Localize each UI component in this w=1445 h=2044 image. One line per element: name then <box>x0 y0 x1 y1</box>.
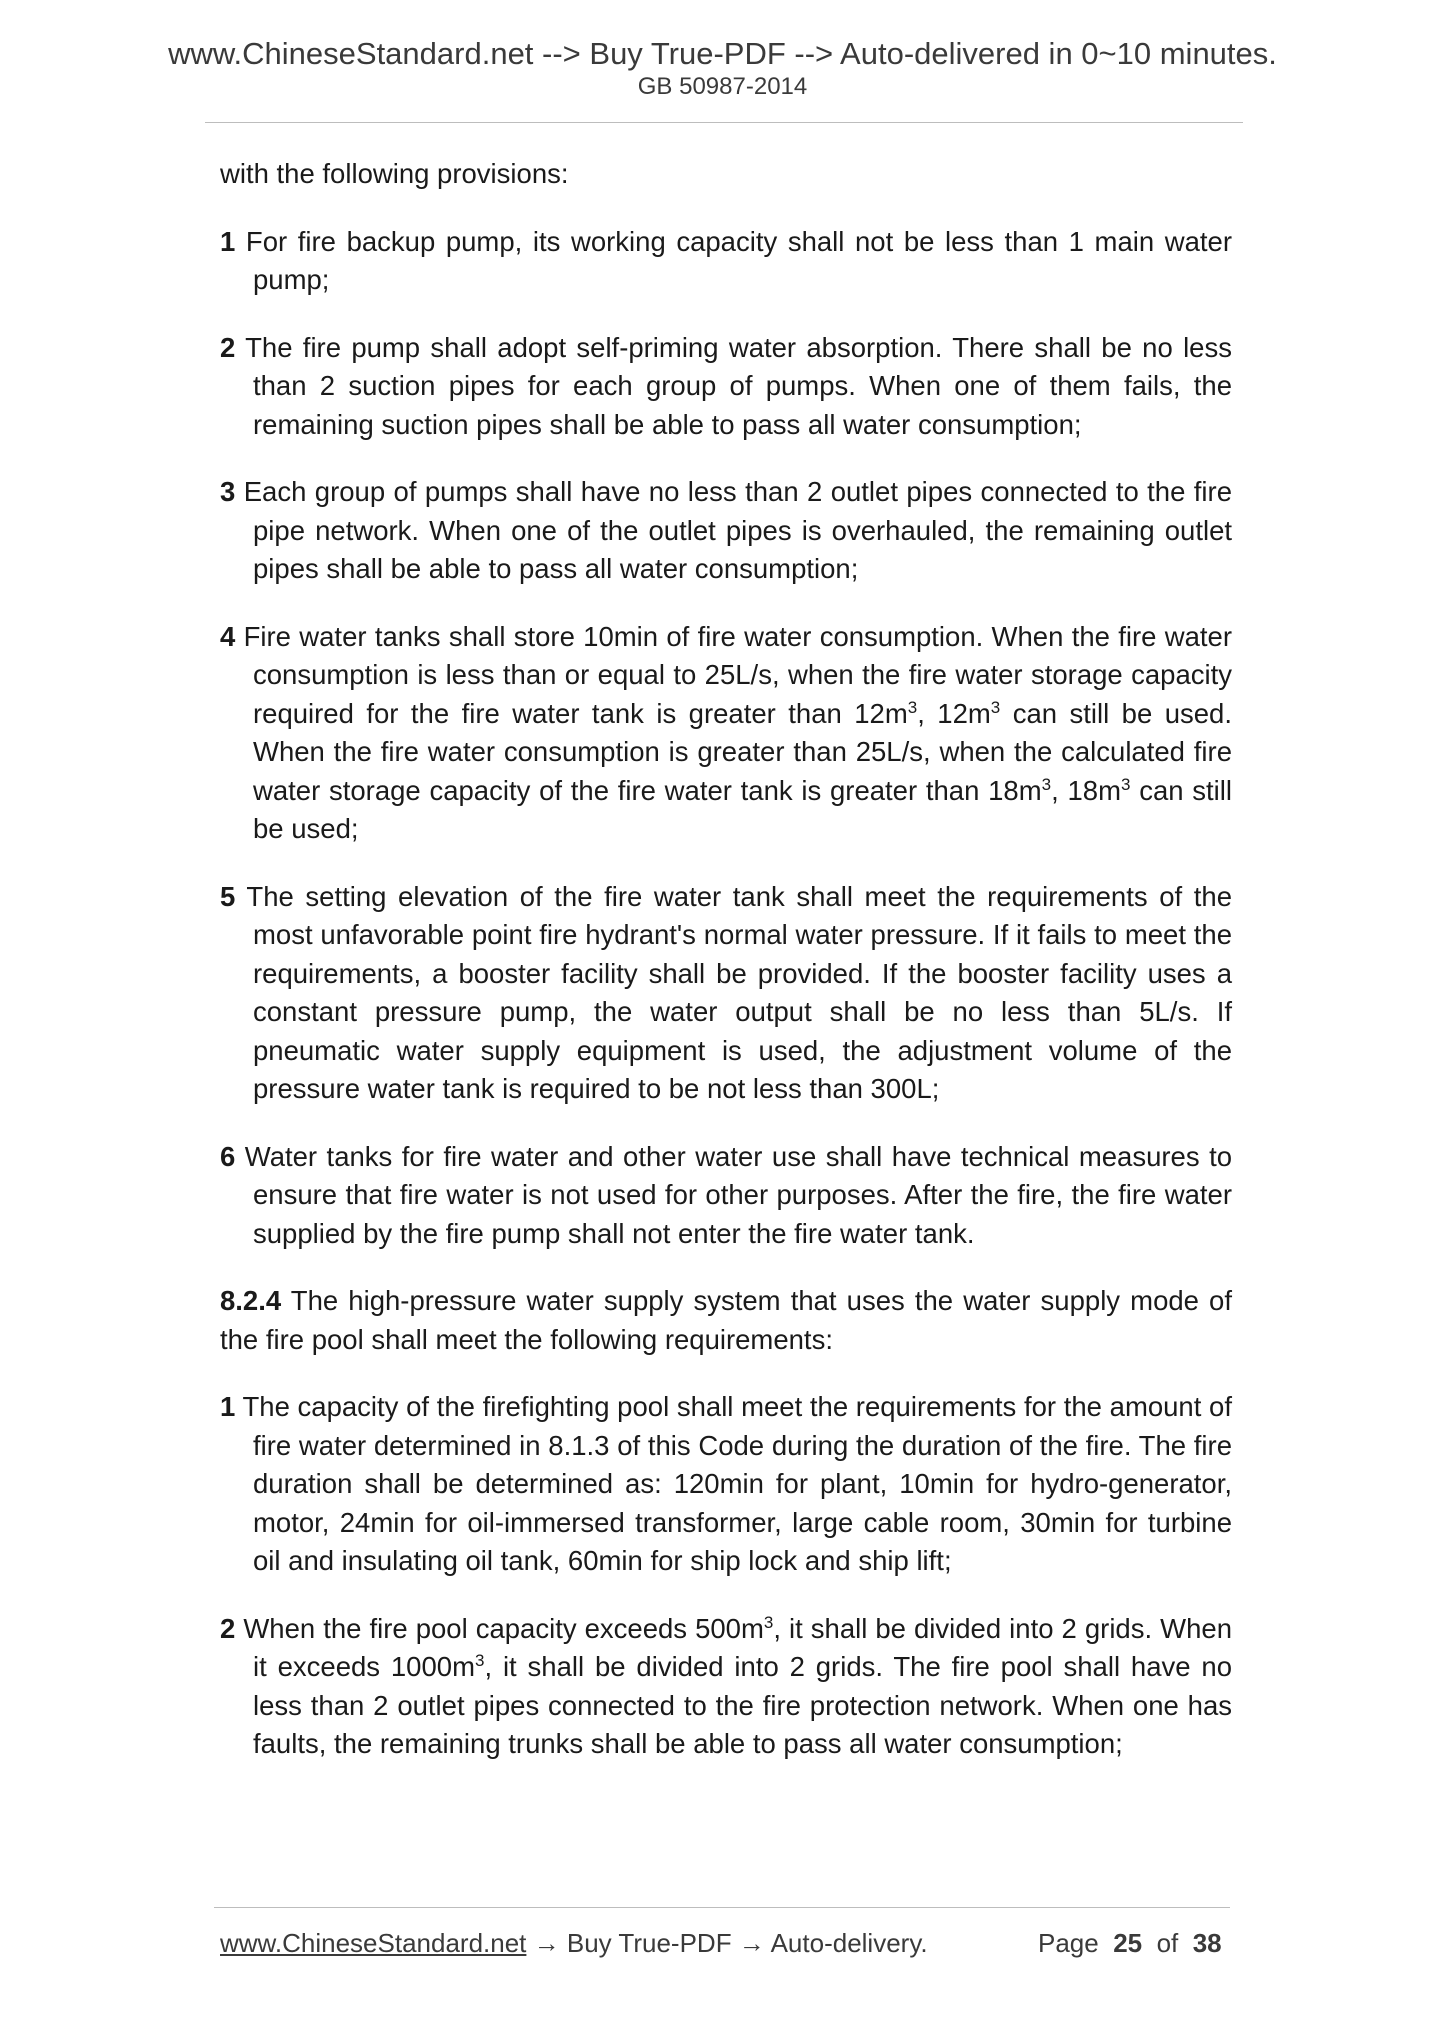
item-text: Water tanks for fire water and other water use shall have technical measures to ensure that fire water is not used for other purposes. After the fire, the fire water supplied by the fire pump shall not enter the fire water tank. <box>244 1140 1232 1249</box>
provision-item-4 <box>220 618 1232 849</box>
item-number: 5 <box>220 880 236 912</box>
requirement-item-1 <box>220 1388 1232 1581</box>
provision-item-1 <box>220 223 1232 300</box>
superscript: 3 <box>1041 774 1052 794</box>
page-indicator <box>1038 1927 1222 1959</box>
item-text: The setting elevation of the fire water tank shall meet the requirements of the most unfavorable point fire hydrant's normal water pressure. If it fails to meet the requirements, a booster facility shall be provided. If the booster facility uses a constant pressure pump, the water output shall be no less than 5L/s. If pneumatic water supply equipment is used, the adjustment volume of the pressure water tank is required to be not less than 300L; <box>246 880 1232 1104</box>
page-total: 38 <box>1192 1928 1222 1958</box>
item-text: can still be used; <box>253 774 1233 844</box>
superscript: 3 <box>990 697 1001 717</box>
item-number: 1 <box>220 1391 236 1422</box>
item-number: 2 <box>220 1612 236 1644</box>
item-text: can still be used. When the fire water consumption is greater than 25L/s, when the calculated fire water storage capacity of the fire water tank is greater than 18m <box>253 697 1232 806</box>
item-text: , it shall be divided into 2 grids. The fire pool shall have no less than 2 outlet pipes connected to the fire protection network. When one has faults, the remaining trunks shall be able to pass all water consumption; <box>253 1651 1233 1759</box>
header-divider <box>205 122 1243 123</box>
item-text: , it shall be divided into 2 grids. When it exceeds 1000m <box>253 1612 1232 1682</box>
clause-text: The high-pressure water supply system that uses the water supply mode of the fire pool shall meet the following requirements: <box>220 1285 1232 1355</box>
item-text: When the fire pool capacity exceeds 500m <box>243 1612 764 1644</box>
arrow-icon: → <box>738 1928 765 1958</box>
provision-item-6 <box>220 1138 1232 1254</box>
buy-text: Buy True-PDF <box>559 1928 739 1958</box>
requirement-item-2 <box>220 1610 1232 1764</box>
item-text: , 18m <box>1051 774 1121 806</box>
page-label: Page <box>1038 1928 1099 1958</box>
provision-item-2 <box>220 329 1232 445</box>
superscript: 3 <box>763 1612 774 1632</box>
intro-text: with the following provisions: <box>220 158 569 189</box>
clause-number: 8.2.4 <box>220 1285 282 1316</box>
item-text: The fire pump shall adopt self-priming water absorption. There shall be no less than 2 suction pipes for each group of pumps. When one of them fails, the remaining suction pipes shall be able to pass all water consumption; <box>245 331 1232 440</box>
item-text: The capacity of the firefighting pool shall meet the requirements for the amount of fire water determined in 8.1.3 of this Code during the duration of the fire. The fire duration shall be determined as: 120min for plant, 10min for hydro-generator, motor, 24min for oil-immersed transformer, large cable room, 30min for turbine oil and insulating oil tank, 60min for ship lock and ship lift; <box>242 1391 1232 1576</box>
footer-divider <box>214 1907 1230 1908</box>
item-number: 4 <box>220 620 236 652</box>
provision-item-5 <box>220 878 1232 1109</box>
item-number: 2 <box>220 331 236 363</box>
page-number: 25 <box>1113 1928 1143 1958</box>
item-text: For fire backup pump, its working capacity shall not be less than 1 main water pump; <box>245 225 1232 295</box>
provision-item-3 <box>220 473 1232 589</box>
item-number: 6 <box>220 1140 236 1172</box>
item-text: Each group of pumps shall have no less than 2 outlet pipes connected to the fire pipe network. When one of the outlet pipes is overhauled, the remaining outlet pipes shall be able to pass all water consumption; <box>243 476 1232 584</box>
superscript: 3 <box>1121 774 1131 794</box>
superscript: 3 <box>907 697 918 717</box>
superscript: 3 <box>474 1650 485 1670</box>
site-link[interactable]: www.ChineseStandard.net <box>220 1928 527 1958</box>
item-text: Fire water tanks shall store 10min of fire water consumption. When the fire water consumption is less than or equal to 25L/s, when the fire water storage capacity required for the fire water tank is greater than 12m <box>243 620 1233 729</box>
item-text: , 12m <box>917 697 991 729</box>
arrow-icon: → <box>533 1928 560 1958</box>
document-body <box>220 155 1232 1793</box>
footer-links <box>220 1927 928 1959</box>
item-number: 3 <box>220 476 236 507</box>
item-number: 1 <box>220 225 236 257</box>
clause-8-2-4 <box>220 1282 1232 1359</box>
standard-code: GB 50987-2014 <box>637 73 808 100</box>
site-banner: www.ChineseStandard.net --> Buy True-PDF --> Auto-delivered in 0~10 minutes. <box>168 36 1277 71</box>
of-label: of <box>1156 1928 1179 1958</box>
delivery-text: Auto-delivery. <box>764 1928 928 1958</box>
